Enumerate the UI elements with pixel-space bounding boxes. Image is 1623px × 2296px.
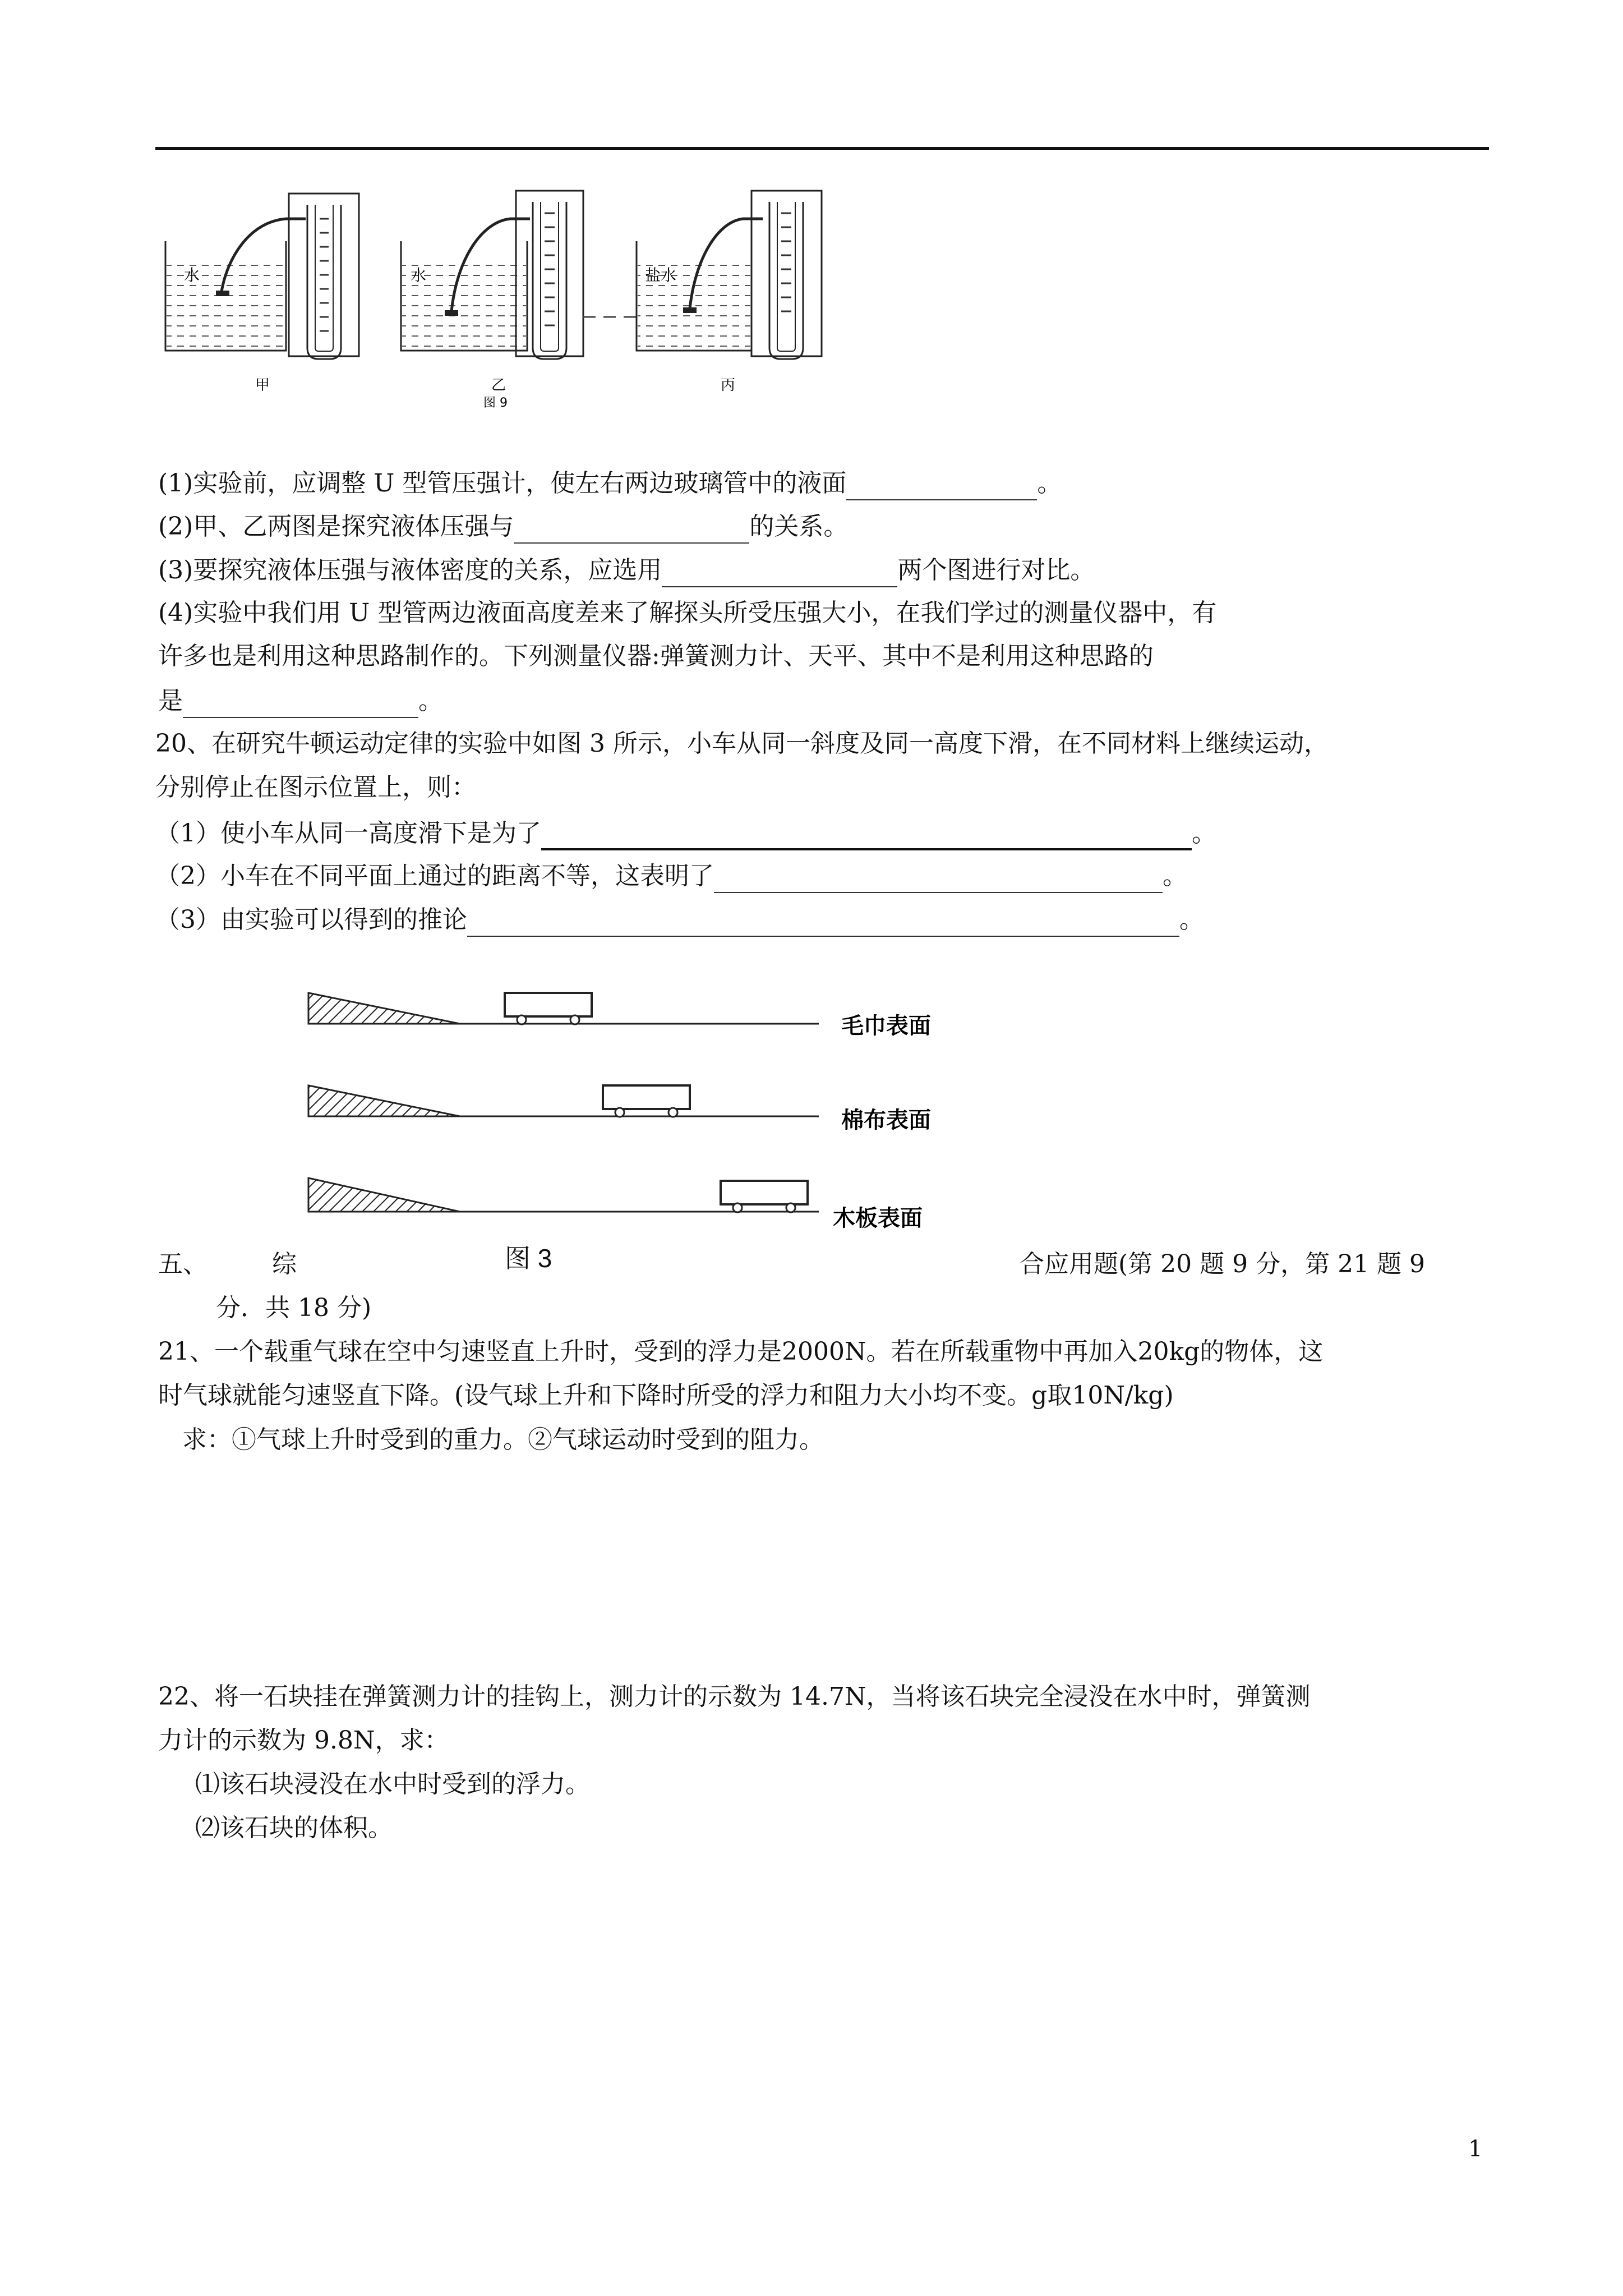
- q20-item1-end: 。: [1192, 819, 1216, 848]
- q20-item3-end: 。: [1179, 905, 1204, 934]
- q20-intro-line2: 分别停止在图示位置上，则：: [155, 773, 476, 802]
- apparatus-yi: [401, 191, 639, 410]
- section5-num: 五、: [158, 1250, 208, 1278]
- section5-title-line2: 分．共 18 分): [216, 1294, 372, 1322]
- apparatus-bing: [637, 191, 822, 394]
- surface-label-towel: 毛巾表面: [841, 1013, 931, 1039]
- label-bing: 丙: [721, 377, 736, 394]
- label-water-jia: 水: [184, 266, 200, 284]
- figure-9-u-tube-diagram: [151, 180, 880, 415]
- figure-9-caption: 图 9: [483, 396, 508, 410]
- label-jia: 甲: [255, 377, 270, 394]
- section5-title-rest: 合应用题(第 20 题 9 分，第 21 题 9: [1020, 1250, 1426, 1278]
- ramp-row-cotton: [308, 1085, 931, 1133]
- q20-item3-text: （3）由实验可以得到的推论: [155, 905, 467, 934]
- q19-line2-text: (2)甲、乙两图是探究液体压强与: [158, 512, 514, 541]
- surface-label-cotton: 棉布表面: [841, 1107, 931, 1133]
- ramp-row-wood: [308, 1178, 923, 1231]
- surface-label-wood: 木板表面: [833, 1205, 923, 1231]
- label-saltwater-bing: 盐水: [645, 266, 677, 284]
- q19-line5: 许多也是利用这种思路制作的。下列测量仪器:弹簧测力计、天平、其中不是利用这种思路的: [158, 642, 1154, 670]
- q21-line2: 时气球就能匀速竖直下降。(设气球上升和下降时所受的浮力和阻力大小均不变。g取10N/kg): [158, 1381, 1174, 1410]
- q19-blank2[interactable]: [514, 509, 749, 544]
- q19-line1-end: 。: [1037, 469, 1062, 498]
- figure-3-ramp-diagram: [297, 976, 1026, 1240]
- apparatus-jia: [165, 194, 359, 394]
- q19-line6-text: 是: [158, 687, 183, 715]
- q21-line1: 21、一个载重气球在空中匀速竖直上升时，受到的浮力是2000N。若在所载重物中再加入20kg的物体，这: [158, 1337, 1324, 1366]
- q19-line3-end: 两个图进行对比。: [897, 556, 1095, 585]
- q19-line3: [158, 553, 1095, 587]
- q19-line1-text: (1)实验前，应调整 U 型管压强计，使左右两边玻璃管中的液面: [158, 469, 847, 498]
- q20-item1: [155, 815, 1216, 850]
- ramp-row-towel: [308, 993, 931, 1039]
- cart-wood: [721, 1181, 808, 1204]
- q19-line4: (4)实验中我们用 U 型管两边液面高度差来了解探头所受压强大小，在我们学过的测量仪器中，有: [158, 599, 1217, 627]
- q20-blank1[interactable]: [541, 815, 1192, 850]
- section5-word: 综: [272, 1250, 297, 1278]
- label-yi: 乙: [491, 377, 506, 394]
- q20-intro-line1: 20、在研究牛顿运动定律的实验中如图 3 所示，小车从同一斜度及同一高度下滑，在不同材料上继续运动，: [155, 729, 1329, 758]
- q19-line6-end: 。: [418, 687, 443, 715]
- q20-item1-text: （1）使小车从同一高度滑下是为了: [155, 819, 541, 848]
- q22-line4: ⑵该石块的体积。: [195, 1814, 393, 1842]
- q20-item2-end: 。: [1163, 862, 1187, 890]
- q19-blank1[interactable]: [846, 466, 1037, 500]
- cart-cotton: [603, 1085, 690, 1109]
- q22-line3: ⑴该石块浸没在水中时受到的浮力。: [195, 1770, 590, 1798]
- page-number: 1: [1468, 2136, 1483, 2162]
- q20-item2: [155, 858, 1187, 893]
- q21-line3: 求：①气球上升时受到的重力。②气球运动时受到的阻力。: [182, 1425, 824, 1454]
- q22-line2: 力计的示数为 9.8N，求：: [158, 1726, 449, 1755]
- q19-line6: [158, 683, 443, 718]
- q19-line3-text: (3)要探究液体压强与液体密度的关系，应选用: [158, 556, 662, 585]
- q19-blank3[interactable]: [662, 553, 897, 587]
- figure-3-caption: 图 3: [505, 1244, 552, 1273]
- header-rule: [155, 147, 1489, 150]
- q20-blank3[interactable]: [467, 902, 1179, 937]
- q19-line1: [158, 466, 1062, 500]
- q19-blank4[interactable]: [183, 683, 418, 718]
- q22-line1: 22、将一石块挂在弹簧测力计的挂钩上，测力计的示数为 14.7N，当将该石块完全浸没在水中时，弹簧测: [158, 1682, 1311, 1711]
- q20-item3: [155, 902, 1204, 937]
- q20-blank2[interactable]: [714, 858, 1163, 893]
- q19-line2: [158, 509, 848, 544]
- cart-towel: [505, 993, 592, 1016]
- label-water-yi: 水: [411, 266, 427, 284]
- q19-line2-end: 的关系。: [749, 512, 849, 541]
- q20-item2-text: （2）小车在不同平面上通过的距离不等，这表明了: [155, 862, 714, 890]
